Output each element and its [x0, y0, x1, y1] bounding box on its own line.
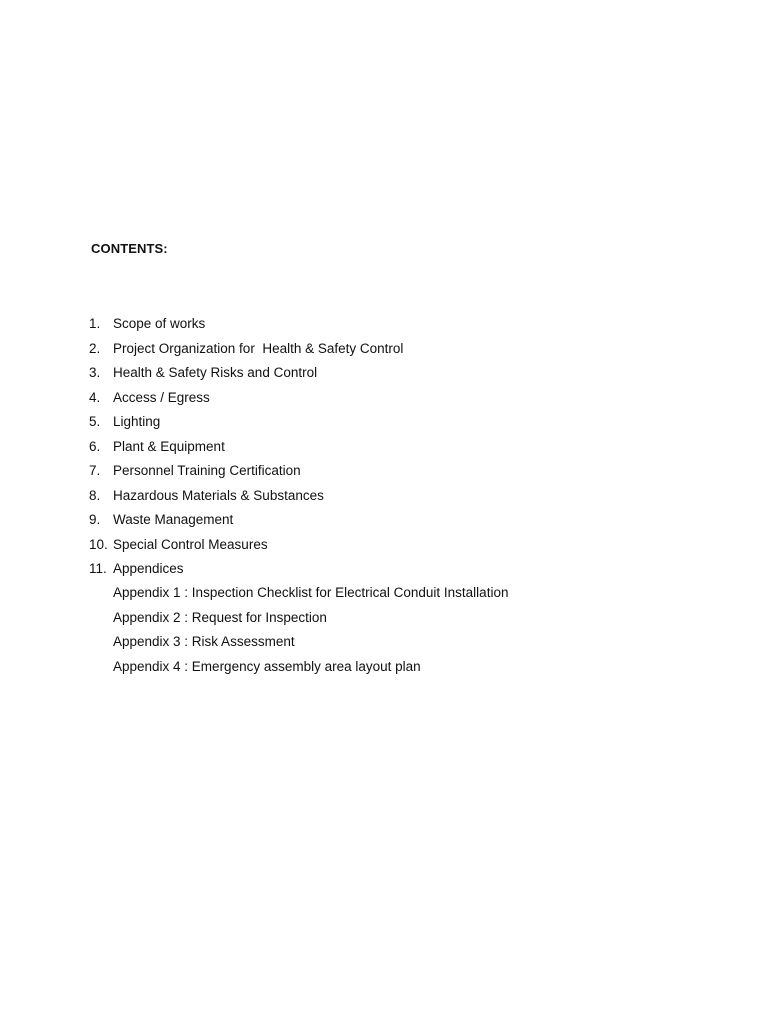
appendix-item: Appendix 3 : Risk Assessment [113, 634, 295, 649]
toc-item [89, 340, 403, 365]
toc-item-label: Access / Egress [113, 389, 210, 405]
toc-item [89, 560, 403, 585]
toc-item-label: Lighting [113, 414, 161, 429]
toc-item-number: 11. [89, 561, 107, 576]
toc-item-label: Scope of works [113, 316, 206, 331]
toc-item [89, 536, 403, 561]
toc-item-number: 2. [89, 340, 101, 356]
toc-item-label: Personnel Training Certification [113, 463, 301, 478]
appendix-list [113, 584, 508, 682]
toc-item-number: 8. [89, 487, 101, 503]
toc-item [89, 364, 403, 389]
appendix-item: Appendix 2 : Request for Inspection [113, 609, 327, 625]
toc-item-label: Project Organization for Health & Safety Control [113, 340, 404, 356]
toc-item [89, 438, 403, 463]
appendix-item: Appendix 1 : Inspection Checklist for Electrical Conduit Installation [113, 585, 509, 600]
toc-item-number: 7. [89, 463, 101, 478]
toc-item-number: 10. [89, 536, 108, 552]
toc-item [89, 511, 403, 536]
toc-item-number: 1. [89, 316, 101, 331]
toc-item-label: Waste Management [113, 512, 234, 527]
toc-item-label: Hazardous Materials & Substances [113, 487, 324, 503]
toc-item-number: 6. [89, 438, 101, 454]
toc-item [89, 462, 403, 487]
toc-item [89, 389, 403, 414]
toc-item-label: Appendices [113, 561, 184, 576]
toc-item [89, 315, 403, 340]
toc-item-number: 4. [89, 389, 101, 405]
toc-item [89, 487, 403, 512]
toc-item-label: Plant & Equipment [113, 438, 225, 454]
toc-item-number: 5. [89, 414, 101, 429]
contents-heading: CONTENTS: [91, 241, 168, 256]
table-of-contents [89, 315, 403, 585]
appendix-item: Appendix 4 : Emergency assembly area layout plan [113, 658, 421, 674]
toc-item-label: Special Control Measures [113, 536, 268, 552]
toc-item-number: 3. [89, 365, 101, 380]
toc-item-label: Health & Safety Risks and Control [113, 365, 318, 380]
toc-item-number: 9. [89, 512, 101, 527]
toc-item [89, 413, 403, 438]
